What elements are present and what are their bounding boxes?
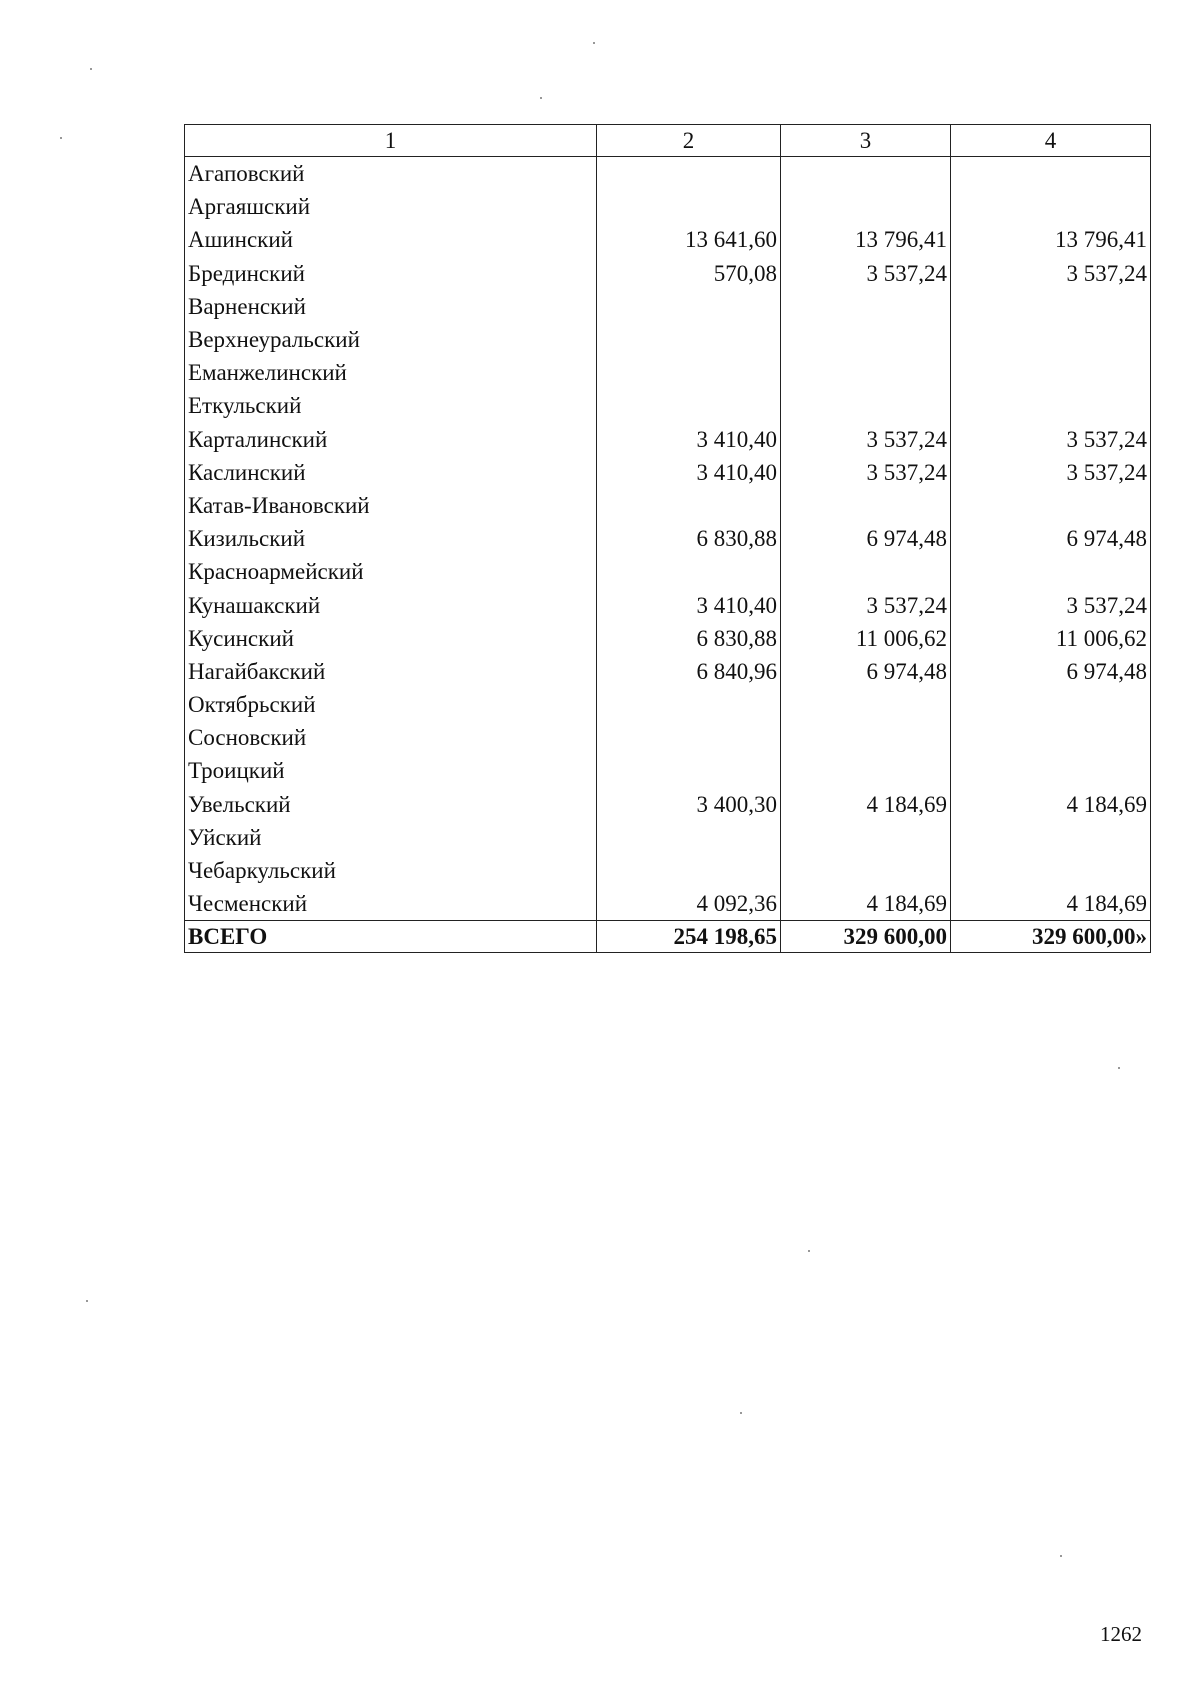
value-col4: 3 537,24 <box>951 423 1151 456</box>
value-col2 <box>597 489 781 522</box>
value-col4: 3 537,24 <box>951 456 1151 489</box>
district-name: Аргаяшский <box>185 190 597 223</box>
total-value-col3: 329 600,00 <box>781 921 951 953</box>
table-header-row <box>185 125 1151 157</box>
table-row <box>185 588 1151 621</box>
value-col4 <box>951 721 1151 754</box>
district-name: Нагайбакский <box>185 655 597 688</box>
value-col4: 11 006,62 <box>951 622 1151 655</box>
value-col2 <box>597 821 781 854</box>
district-name: Кунашакский <box>185 588 597 621</box>
value-col3: 3 537,24 <box>781 423 951 456</box>
value-col2: 6 830,88 <box>597 522 781 555</box>
table-row <box>185 489 1151 522</box>
allocation-table <box>184 124 1151 953</box>
value-col3: 6 974,48 <box>781 522 951 555</box>
value-col4 <box>951 688 1151 721</box>
district-name: Троицкий <box>185 754 597 787</box>
table-row <box>185 257 1151 290</box>
scan-speck <box>808 1250 810 1252</box>
district-name: Варненский <box>185 290 597 323</box>
district-name: Увельский <box>185 788 597 821</box>
district-name: Ашинский <box>185 223 597 256</box>
table-row <box>185 356 1151 389</box>
value-col2: 3 400,30 <box>597 788 781 821</box>
table-row <box>185 854 1151 887</box>
table-row <box>185 223 1151 256</box>
total-value-col4: 329 600,00» <box>951 921 1151 953</box>
district-name: Верхнеуральский <box>185 323 597 356</box>
value-col4 <box>951 356 1151 389</box>
value-col3 <box>781 854 951 887</box>
value-col2: 3 410,40 <box>597 423 781 456</box>
value-col4: 6 974,48 <box>951 522 1151 555</box>
table-row <box>185 456 1151 489</box>
table-row <box>185 290 1151 323</box>
value-col2 <box>597 190 781 223</box>
district-name: Катав-Ивановский <box>185 489 597 522</box>
value-col4: 3 537,24 <box>951 257 1151 290</box>
value-col2: 6 830,88 <box>597 622 781 655</box>
scan-speck <box>540 97 542 99</box>
value-col3 <box>781 821 951 854</box>
district-name: Уйский <box>185 821 597 854</box>
value-col3 <box>781 290 951 323</box>
value-col3: 3 537,24 <box>781 588 951 621</box>
district-name: Чесменский <box>185 887 597 921</box>
total-value-col2: 254 198,65 <box>597 921 781 953</box>
table-row <box>185 157 1151 191</box>
table-row <box>185 389 1151 422</box>
table-row <box>185 323 1151 356</box>
district-name: Октябрьский <box>185 688 597 721</box>
table-row <box>185 190 1151 223</box>
table-row <box>185 555 1151 588</box>
value-col3 <box>781 190 951 223</box>
value-col3 <box>781 754 951 787</box>
value-col4 <box>951 854 1151 887</box>
value-col4: 4 184,69 <box>951 887 1151 921</box>
district-name: Сосновский <box>185 721 597 754</box>
value-col3: 11 006,62 <box>781 622 951 655</box>
value-col4: 3 537,24 <box>951 588 1151 621</box>
value-col4 <box>951 157 1151 191</box>
district-name: Красноармейский <box>185 555 597 588</box>
value-col3 <box>781 356 951 389</box>
scan-speck <box>740 1412 742 1414</box>
value-col4 <box>951 389 1151 422</box>
value-col3: 3 537,24 <box>781 456 951 489</box>
column-header-2: 2 <box>597 125 781 157</box>
district-name: Кусинский <box>185 622 597 655</box>
table-row <box>185 688 1151 721</box>
scan-speck <box>1060 1555 1062 1557</box>
value-col2: 3 410,40 <box>597 588 781 621</box>
table-body <box>185 157 1151 921</box>
value-col4 <box>951 290 1151 323</box>
table-row <box>185 788 1151 821</box>
table-row <box>185 655 1151 688</box>
column-header-1: 1 <box>185 125 597 157</box>
value-col3: 13 796,41 <box>781 223 951 256</box>
value-col4 <box>951 190 1151 223</box>
value-col2 <box>597 323 781 356</box>
value-col2 <box>597 854 781 887</box>
scan-speck <box>60 137 62 139</box>
value-col4: 6 974,48 <box>951 655 1151 688</box>
scan-speck <box>86 1300 88 1302</box>
value-col3: 3 537,24 <box>781 257 951 290</box>
district-name: Каслинский <box>185 456 597 489</box>
value-col3 <box>781 157 951 191</box>
value-col4 <box>951 323 1151 356</box>
district-name: Чебаркульский <box>185 854 597 887</box>
value-col3 <box>781 489 951 522</box>
column-header-3: 3 <box>781 125 951 157</box>
value-col2: 570,08 <box>597 257 781 290</box>
table-row <box>185 522 1151 555</box>
value-col4 <box>951 555 1151 588</box>
value-col4 <box>951 489 1151 522</box>
value-col3 <box>781 721 951 754</box>
district-name: Кизильский <box>185 522 597 555</box>
value-col2 <box>597 688 781 721</box>
district-name: Агаповский <box>185 157 597 191</box>
value-col4: 4 184,69 <box>951 788 1151 821</box>
value-col2 <box>597 754 781 787</box>
district-name: Брединский <box>185 257 597 290</box>
value-col2 <box>597 721 781 754</box>
value-col2: 6 840,96 <box>597 655 781 688</box>
district-name: Еткульский <box>185 389 597 422</box>
value-col2 <box>597 290 781 323</box>
table-row <box>185 622 1151 655</box>
value-col3: 4 184,69 <box>781 887 951 921</box>
value-col2 <box>597 157 781 191</box>
district-name: Еманжелинский <box>185 356 597 389</box>
value-col2: 13 641,60 <box>597 223 781 256</box>
column-header-4: 4 <box>951 125 1151 157</box>
table-row <box>185 721 1151 754</box>
value-col3 <box>781 688 951 721</box>
scan-speck <box>593 42 595 44</box>
value-col3 <box>781 323 951 356</box>
value-col2: 3 410,40 <box>597 456 781 489</box>
value-col2 <box>597 356 781 389</box>
value-col2: 4 092,36 <box>597 887 781 921</box>
value-col2 <box>597 389 781 422</box>
scan-speck <box>1118 1067 1120 1069</box>
table-row <box>185 821 1151 854</box>
value-col4 <box>951 821 1151 854</box>
value-col3 <box>781 389 951 422</box>
total-label: ВСЕГО <box>185 921 597 953</box>
table-row <box>185 754 1151 787</box>
value-col4 <box>951 754 1151 787</box>
table-row <box>185 887 1151 921</box>
value-col4: 13 796,41 <box>951 223 1151 256</box>
table-row <box>185 423 1151 456</box>
value-col3: 6 974,48 <box>781 655 951 688</box>
value-col2 <box>597 555 781 588</box>
value-col3: 4 184,69 <box>781 788 951 821</box>
page-number: 1262 <box>1100 1622 1142 1646</box>
scan-speck <box>90 68 92 70</box>
value-col3 <box>781 555 951 588</box>
district-name: Карталинский <box>185 423 597 456</box>
total-row <box>185 921 1151 953</box>
